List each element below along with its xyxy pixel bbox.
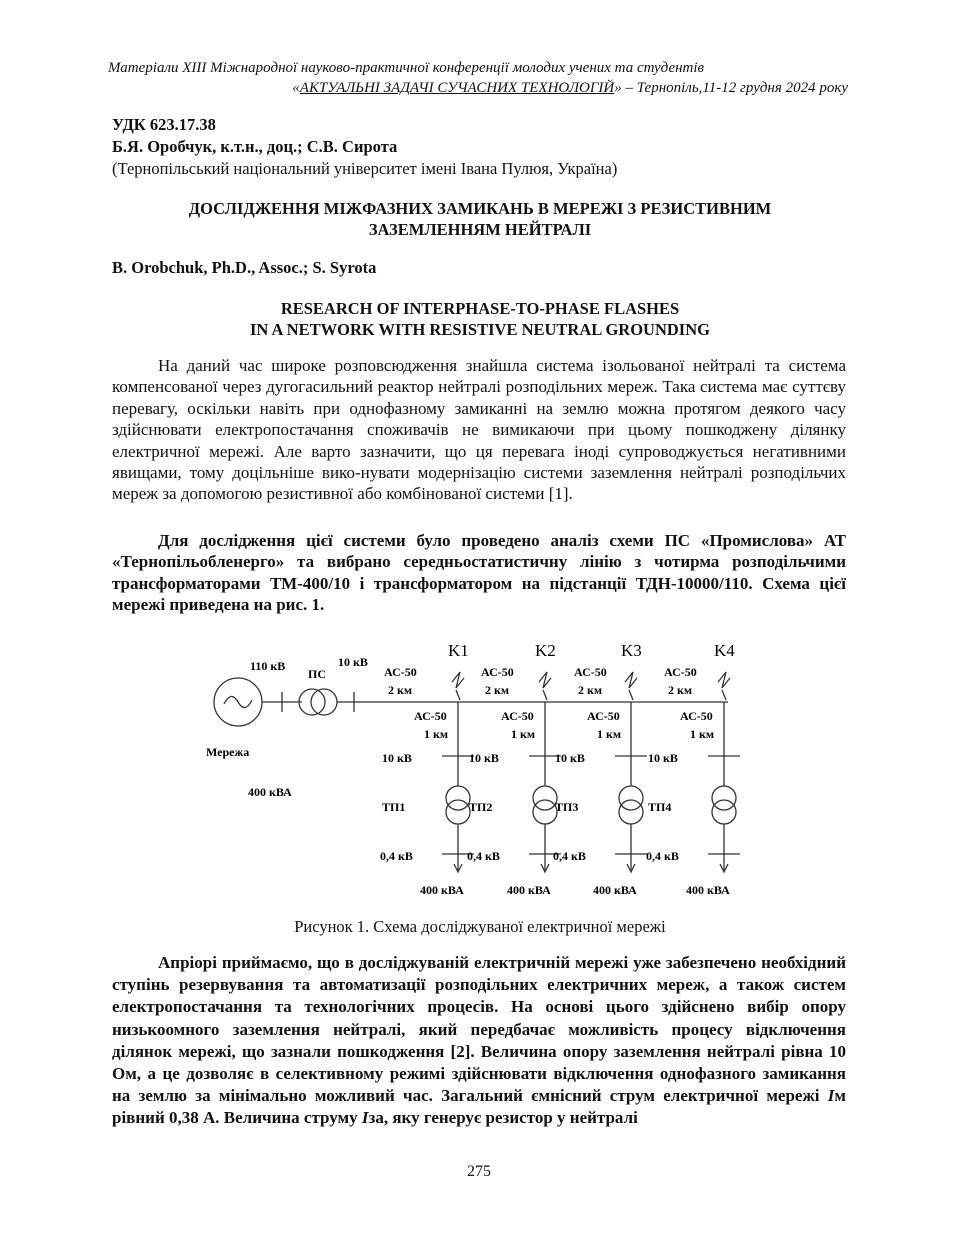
figure-network-schematic (198, 632, 778, 908)
tp-transformer-hv-1 (446, 786, 470, 810)
tp-transformer-hv-4 (712, 786, 736, 810)
fault-arrow-3 (629, 690, 633, 700)
tp-transformer-lv-1 (446, 800, 470, 824)
segment-wire-label-1: АС-50 (384, 665, 417, 679)
segment-wire-label-3: АС-50 (574, 665, 607, 679)
tap-wire-label-4: АС-50 (680, 709, 713, 723)
label-source: Мережа (206, 745, 250, 759)
load-label-3: 400 кВА (593, 883, 637, 897)
title-ua: ДОСЛІДЖЕННЯ МІЖФАЗНИХ ЗАМИКАНЬ В МЕРЕЖІ З РЕЗИСТИВНИМ ЗАЗЕМЛЕННЯМ НЕЙТРАЛІ (188, 199, 772, 239)
udk-code: УДК 623.17.38 (112, 115, 216, 134)
lv-label-1: 0,4 кВ (380, 849, 413, 863)
tap-wire-label-2: АС-50 (501, 709, 534, 723)
sine-wave (224, 696, 252, 707)
tp-transformer-lv-4 (712, 800, 736, 824)
tap-wire-label-3: АС-50 (587, 709, 620, 723)
tap-kv-label-3: 10 кВ (555, 751, 585, 765)
lv-label-2: 0,4 кВ (467, 849, 500, 863)
paragraph-2: Для дослідження цієї системи було проведено аналіз схеми ПС «Промислова» АТ «Тернопільобленерго» та вибрано середньостатистичну лінію з чотирма розподільчими трансформаторами ТМ-400/10 і трансформатором на підстанції ТДН-10000/110. Схема цієї мережі приведена на рис. 1. (112, 531, 846, 615)
fault-label-4: K4 (714, 641, 735, 660)
tp-transformer-hv-2 (533, 786, 557, 810)
tap-kv-label-1: 10 кВ (382, 751, 412, 765)
fault-label-1: K1 (448, 641, 469, 660)
tap-kv-label-4: 10 кВ (648, 751, 678, 765)
segment-wire-label-4: АС-50 (664, 665, 697, 679)
tp-transformer-lv-3 (619, 800, 643, 824)
paragraph-3: Апріорі приймаємо, що в досліджуваній електричній мережі уже забезпечено необхідний ступінь резервування та автоматизації розподільних електричних мереж, а також систем електропостачання та технологічних процесів. На основі цього здійснено вибір опору низькоомного заземлення нейтралі, який передбачає можливість процесу відключення ділянок мережі, що зазнали пошкодження [2]. Величина опору заземлення нейтралі рівна 10 Ом, а це дозволяє в селективному режимі здійснювати відключення однофазного замикання на землю за мінімально можливий час. Загальний ємнісний струм електричної мережі Iм рівний 0,38 А. Величина струму Iза, яку генерує резистор у нейтралі (112, 953, 846, 1128)
segment-length-label-2: 2 км (485, 683, 510, 697)
header-line-2: «АКТУАЛЬНІ ЗАДАЧІ СУЧАСНИХ ТЕХНОЛОГІЙ» – Тернопіль,11-12 грудня 2024 року (292, 80, 848, 96)
fault-lightning-icon-4 (718, 672, 730, 688)
authors-ua: Б.Я. Оробчук, к.т.н., доц.; С.В. Сирота (112, 137, 398, 156)
page-number: 275 (467, 1163, 491, 1180)
tp-label-3: ТП3 (555, 800, 579, 814)
fault-arrow-1 (456, 690, 460, 700)
load-label-2: 400 кВА (507, 883, 551, 897)
tap-wire-label-1: АС-50 (414, 709, 447, 723)
fault-label-3: K3 (621, 641, 642, 660)
tap-kv-label-2: 10 кВ (469, 751, 499, 765)
authors-en: B. Orobchuk, Ph.D., Assoc.; S. Syrota (112, 258, 377, 277)
fault-lightning-icon-3 (625, 672, 637, 688)
tp-label-1: ТП1 (382, 800, 406, 814)
tp-transformer-lv-2 (533, 800, 557, 824)
fault-arrow-4 (722, 690, 726, 700)
fault-lightning-icon-2 (539, 672, 551, 688)
segment-wire-label-2: АС-50 (481, 665, 514, 679)
running-header (80, 58, 880, 98)
fault-lightning-icon-1 (452, 672, 464, 688)
fault-arrow-2 (543, 690, 547, 700)
fault-label-2: K2 (535, 641, 556, 660)
ps-transformer-secondary (311, 689, 337, 715)
lv-label-3: 0,4 кВ (553, 849, 586, 863)
tap-length-label-1: 1 км (424, 727, 449, 741)
label-10kv: 10 кВ (338, 655, 368, 669)
tap-length-label-2: 1 км (511, 727, 536, 741)
load-label-1: 400 кВА (420, 883, 464, 897)
title-en: RESEARCH OF INTERPHASE-TO-PHASE FLASHES IN A NETWORK WITH RESISTIVE NEUTRAL GROUNDING (250, 299, 710, 339)
paragraph-1: На даний час широке розповсюдження знайшла система ізольованої нейтралі та система компенсованої через дугогасильний реактор нейтралі розподільних мереж. Така система має суттєву перевагу, оскільки навіть при однофазному замиканні на землю можна протягом деякого часу здійснювати електропостачання споживачів не вимикаючи при цьому пошкоджену ділянку електричної мережі. Але варто зазначити, що ця перевага іноді супроводжується негативними явищами, тому доцільніше вико-нувати модернізацію системи заземлення нейтралі розподільчих мереж за допомогою резистивної або комбінованої системи [1]. (112, 356, 846, 504)
schematic-svg (198, 632, 778, 908)
tp-transformer-hv-3 (619, 786, 643, 810)
ps-transformer-primary (299, 689, 325, 715)
tp-label-4: ТП4 (648, 800, 672, 814)
label-ps: ПС (308, 667, 326, 681)
tap-length-label-3: 1 км (597, 727, 622, 741)
conference-name: АКТУАЛЬНІ ЗАДАЧІ СУЧАСНИХ ТЕХНОЛОГІЙ (299, 80, 615, 96)
segment-length-label-1: 2 км (388, 683, 413, 697)
affiliation: (Тернопільський національний університет імені Івана Пулюя, Україна) (112, 159, 618, 178)
header-line-1: Матеріали XIII Міжнародної науково-практичної конференції молодих учених та студентів (108, 60, 705, 76)
figure-caption: Рисунок 1. Схема досліджуваної електричної мережі (294, 917, 666, 936)
load-label-4: 400 кВА (686, 883, 730, 897)
segment-length-label-4: 2 км (668, 683, 693, 697)
tap-length-label-4: 1 км (690, 727, 715, 741)
label-110kv: 110 кВ (250, 659, 286, 673)
article-meta (112, 114, 617, 180)
lv-label-4: 0,4 кВ (646, 849, 679, 863)
tp-label-2: ТП2 (469, 800, 493, 814)
label-source-kva: 400 кВА (248, 785, 292, 799)
segment-length-label-3: 2 км (578, 683, 603, 697)
